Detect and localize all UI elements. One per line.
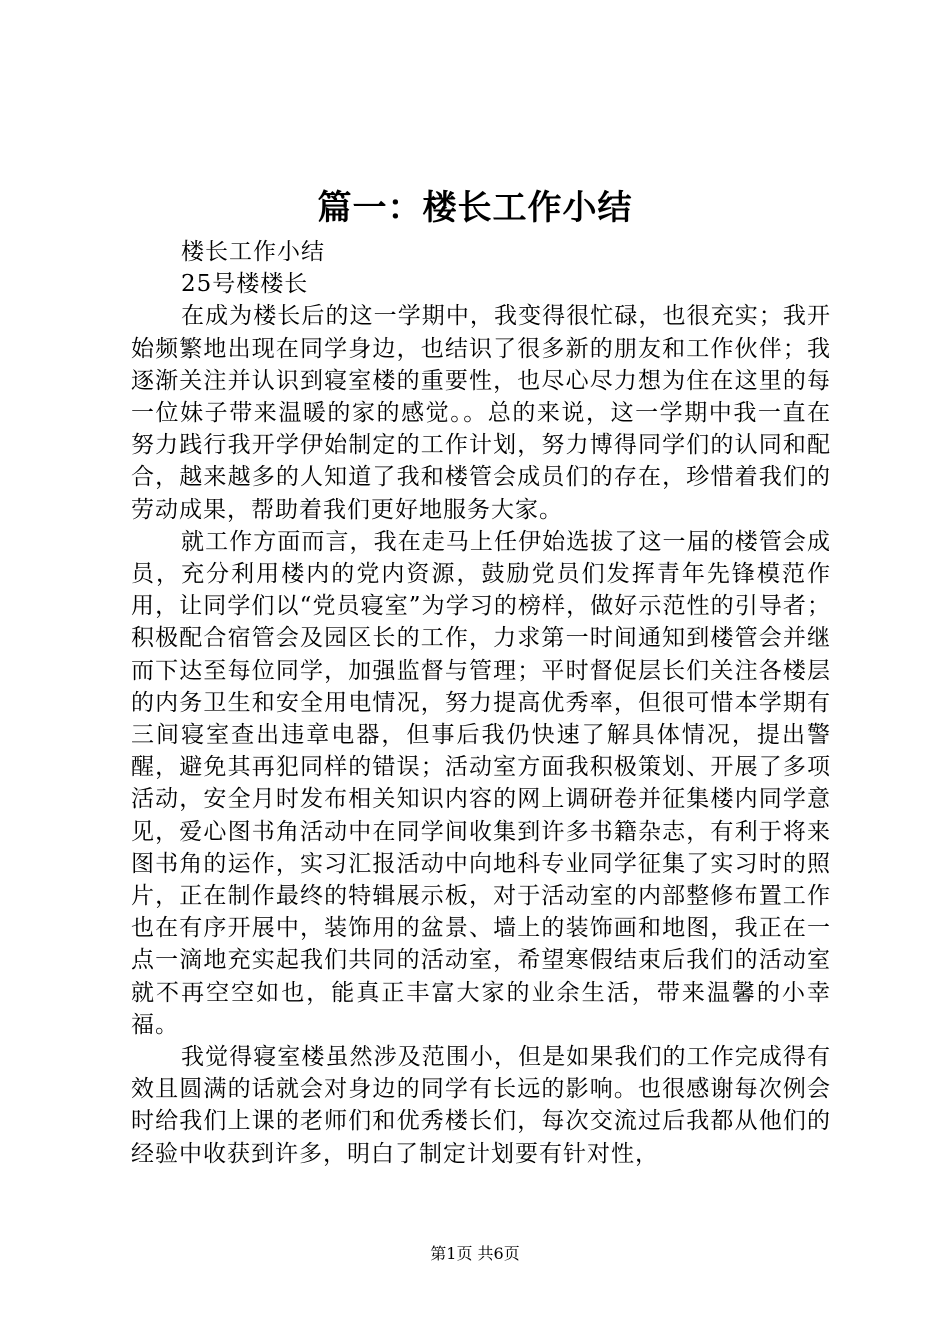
paragraph-3: 我觉得寝室楼虽然涉及范围小，但是如果我们的工作完成得有效且圆满的话就会对身边的同学有长远的影响。也很感谢每次例会时给我们上课的老师们和优秀楼长们，每次交流过后我都从他们的经验中收获到许多，明白了制定计划要有针对性， [131,1044,831,1167]
subtitle-line: 楼长工作小结 [181,239,325,265]
document-body [131,236,831,1170]
author-line: 25号楼楼长 [181,271,309,298]
paragraph-1: 在成为楼长后的这一学期中，我变得很忙碌，也很充实；我开始频繁地出现在同学身边，也结识了很多新的朋友和工作伙伴；我逐渐关注并认识到寝室楼的重要性，也尽心尽力想为住在这里的每一位妹子带来温暖的家的感觉。。总的来说，这一学期中我一直在努力践行我开学伊始制定的工作计划，努力博得同学们的认同和配合，越来越多的人知道了我和楼管会成员们的存在，珍惜着我们的劳动成果，帮助着我们更好地服务大家。 [131,303,831,523]
paragraph-2: 就工作方面而言，我在走马上任伊始选拔了这一届的楼管会成员，充分利用楼内的党内资源，鼓励党员们发挥青年先锋模范作用，让同学们以“党员寝室”为学习的榜样，做好示范性的引导者；积极配合宿管会及园区长的工作，力求第一时间通知到楼管会并继而下达至每位同学，加强监督与管理；平时督促层长们关注各楼层的内务卫生和安全用电情况，努力提高优秀率，但很可惜本学期有三间寝室查出违章电器，但事后我仍快速了解具体情况，提出警醒，避免其再犯同样的错误；活动室方面我积极策划、开展了多项活动，安全月时发布相关知识内容的网上调研卷并征集楼内同学意见，爱心图书角活动中在同学间收集到许多书籍杂志，有利于将来图书角的运作，实习汇报活动中向地科专业同学征集了实习时的照片，正在制作最终的特辑展示板，对于活动室的内部整修布置工作也在有序开展中，装饰用的盆景、墙上的装饰画和地图，我正在一点一滴地充实起我们共同的活动室，希望寒假结束后我们的活动室就不再空空如也，能真正丰富大家的业余生活，带来温馨的小幸福。 [131,528,831,1038]
document-title: 篇一：楼长工作小结 [317,188,633,228]
page-footer: 第1页 共6页 [430,1244,520,1263]
